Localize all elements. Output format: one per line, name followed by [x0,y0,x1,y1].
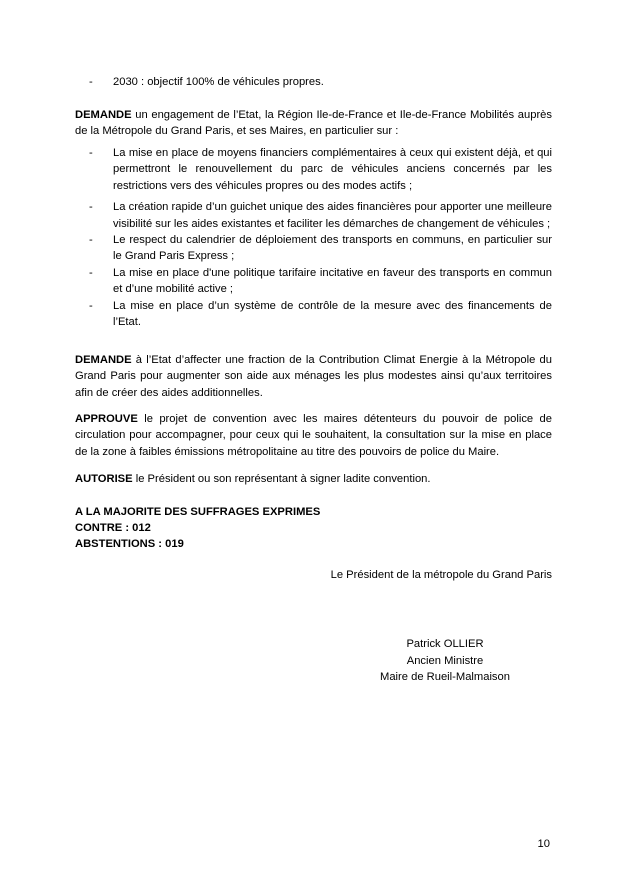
vote-abstentions: ABSTENTIONS : 019 [75,538,184,550]
approuve-paragraph: APPROUVE le projet de convention avec les maires détenteurs du pouvoir de police de circulation pour accompagner, pour ceux qui le souhaitent, la consultation sur la mise en place de la zone à faibles émissions métropolitaine au titre des pouvoirs de police du Maire. [75,413,552,458]
demande-keyword: DEMANDE [75,109,132,121]
signatory-title-1: Ancien Ministre [406,655,484,667]
demande-keyword: DEMANDE [75,354,132,366]
demande-bullet-list [75,145,552,330]
list-item: - La mise en place d’un système de contrôle de la mesure avec des financements de l’Etat. [89,299,552,329]
vote-majorite: A LA MAJORITE DES SUFFRAGES EXPRIMES [75,506,321,518]
vote-contre: CONTRE : 012 [75,522,151,534]
approuve-keyword: APPROUVE [75,413,138,425]
president-line: Le Président de la métropole du Grand Paris [330,569,552,581]
autorise-keyword: AUTORISE [75,473,133,485]
signatory-title-2: Maire de Rueil-Malmaison [380,671,510,683]
autorise-paragraph: AUTORISE le Président ou son représentant à signer ladite convention. [75,473,431,485]
demande-paragraph-2: DEMANDE à l’Etat d’affecter une fraction de la Contribution Climat Energie à la Métropole du Grand Paris pour augmenter son aide aux ménages les plus modestes ainsi qu’aux territoires afin de créer des aides additionnelles. [75,354,552,399]
list-item: - La mise en place de moyens financiers complémentaires à ceux qui existent déjà, et qui permettront le renouvellement du parc de véhicules anciens concernés par les restrictions vers des véhicules propres ou des modes actifs ; [89,147,552,192]
signatory-name: Patrick OLLIER [406,638,484,650]
list-item: - Le respect du calendrier de déploiement des transports en communs, en particulier sur le Grand Paris Express ; [89,234,552,263]
list-item: - 2030 : objectif 100% de véhicules propres. [75,74,552,90]
list-item: - La mise en place d'une politique tarifaire incitative en faveur des transports en commun et d’une mobilité active ; [89,266,552,296]
top-bullet-list [75,74,552,90]
demande-paragraph-1: DEMANDE un engagement de l’Etat, la Région Ile-de-France et Ile-de-France Mobilités auprès de la Métropole du Grand Paris, et ses Maires, en particulier sur : [75,109,552,138]
page-number: 10 [537,838,550,850]
list-item: - La création rapide d’un guichet unique des aides financières pour apporter une meilleure visibilité sur les aides existantes et faciliter les démarches de changement de véhicules ; [89,201,552,230]
bullet-dash: - [89,76,93,88]
